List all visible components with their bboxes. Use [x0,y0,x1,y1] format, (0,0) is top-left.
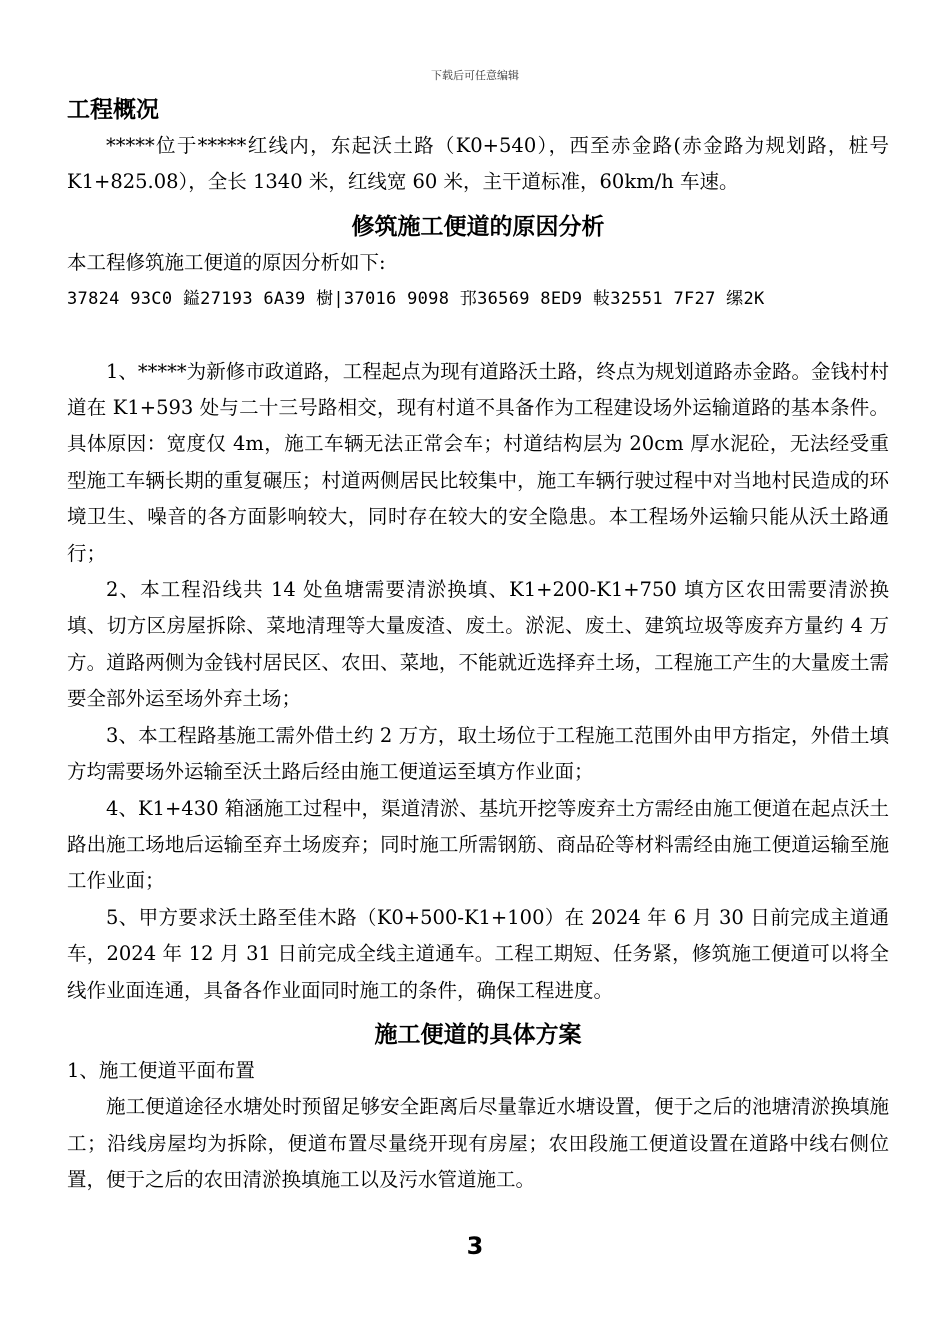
section-title-plan: 施工便道的具体方案 [374,1021,582,1048]
reason-item-2: 2、本工程沿线共 14 处鱼塘需要清淤换填、K1+200-K1+750 填方区农田需要清淤换填、切方区房屋拆除、菜地清理等大量废渣、废土。淤泥、废土、建筑垃圾等废弃方量约 4 万方。道路两侧为金钱村居民区、农田、菜地，不能就近选择弃土场，工程施工产生的大量废土需要全部外运至场外弃土场； [67,578,889,711]
header-note: 下载后可任意编辑 [431,69,519,82]
section-title-reasons: 修筑施工便道的原因分析 [351,213,605,240]
plan-subheading: 1、施工便道平面布置 [67,1058,255,1082]
reason-item-1: 1、*****为新修市政道路，工程起点为现有道路沃土路，终点为规划道路赤金路。金钱村村道在 K1+593 处与二十三号路相交，现有村道不具备作为工程建设场外运输道路的基本条件。具体原因：宽度仅 4m，施工车辆无法正常会车；村道结构层为 20cm 厚水泥砼，无法经受重型施工车辆长期的重复碾压；村道两侧居民比较集中，施工车辆行驶过程中对当地村民造成的环境卫生、噪音的各方面影响较大，同时存在较大的安全隐患。本工程场外运输只能从沃土路通行； [67,359,889,565]
document-body [67,92,889,1199]
garbled-code-line: 37824 93C0 鎰27193 6A39 樹|37016 9098 邘36569 8ED9 軙32551 7F27 缧2K [67,289,765,310]
blank-line [67,318,889,354]
reason-item-5: 5、甲方要求沃土路至佳木路（K0+500-K1+100）在 2024 年 6 月 30 日前完成主道通车，2024 年 12 月 31 日前完成全线主道通车。工程工期短、任务紧，修筑施工便道可以将全线作业面连通，具备各作业面同时施工的条件，确保工程进度。 [67,905,889,1002]
section-title-overview: 工程概况 [67,97,159,123]
reason-item-4: 4、K1+430 箱涵施工过程中，渠道清淤、基坑开挖等废弃土方需经由施工便道在起点沃土路出施工场地后运输至弃土场废弃；同时施工所需钢筋、商品砼等材料需经由施工便道运输至施工作业面； [67,796,889,893]
plan-paragraph: 施工便道途径水塘处时预留足够安全距离后尽量靠近水塘设置，便于之后的池塘清淤换填施工；沿线房屋均为拆除，便道布置尽量绕开现有房屋；农田段施工便道设置在道路中线右侧位置，便于之后的农田清淤换填施工以及污水管道施工。 [67,1095,889,1192]
reasons-intro: 本工程修筑施工便道的原因分析如下: [67,250,386,274]
page-number: 3 [466,1232,484,1260]
reason-item-3: 3、本工程路基施工需外借土约 2 万方，取土场位于工程施工范围外由甲方指定，外借土填方均需要场外运输至沃土路后经由施工便道运至填方作业面； [67,723,889,784]
overview-paragraph: *****位于*****红线内，东起沃土路（K0+540），西至赤金路(赤金路为规划路，桩号 K1+825.08），全长 1340 米，红线宽 60 米，主干道标准，60km/h 车速。 [67,134,889,194]
